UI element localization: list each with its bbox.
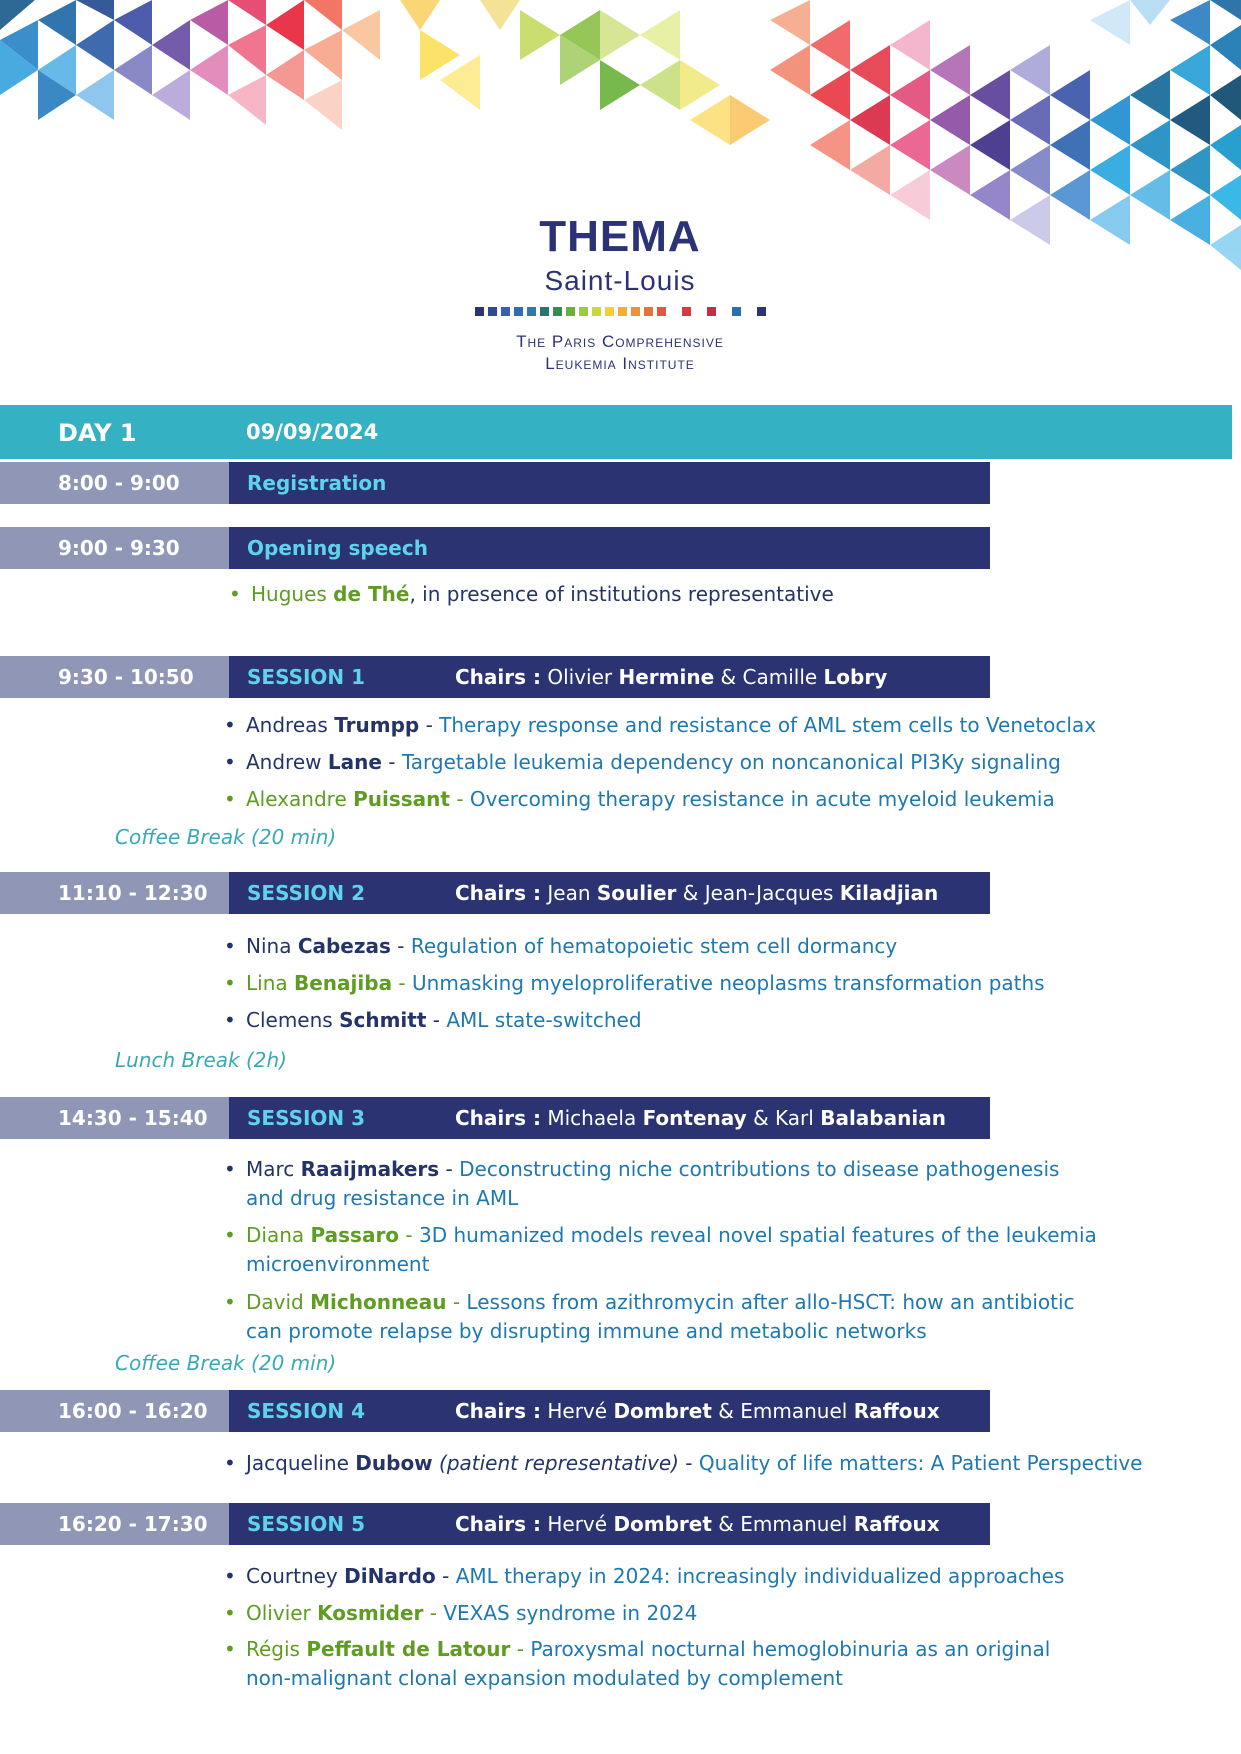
talk-item: • Jacqueline Dubow (patient representative) - Quality of life matters: A Patient Perspective bbox=[224, 1451, 1143, 1475]
talk-item: • Olivier Kosmider - VEXAS syndrome in 2024 bbox=[224, 1601, 698, 1625]
slot-title: Opening speech bbox=[247, 536, 428, 560]
session-chairs: Chairs : Jean Soulier & Jean-Jacques Kiladjian bbox=[455, 881, 939, 905]
talk-item: • Diana Passaro - 3D humanized models reveal novel spatial features of the leukemia microenvironment bbox=[224, 1223, 1097, 1276]
session-title: SESSION 1 bbox=[247, 665, 366, 689]
slot-time: 16:00 - 16:20 bbox=[0, 1390, 229, 1432]
session-title: SESSION 2 bbox=[247, 881, 366, 905]
break-label: Coffee Break (20 min) bbox=[115, 825, 337, 849]
session-title: SESSION 3 bbox=[247, 1106, 366, 1130]
session-title: SESSION 5 bbox=[247, 1512, 366, 1536]
logo-square bbox=[657, 307, 666, 316]
logo-tagline-line1: The Paris Comprehensive bbox=[516, 332, 724, 351]
talk-item: • Lina Benajiba - Unmasking myeloproliferative neoplasms transformation paths bbox=[224, 971, 1045, 995]
slot-registration bbox=[0, 462, 990, 504]
talk-item: • Régis Peffault de Latour - Paroxysmal nocturnal hemoglobinuria as an original non-malignant clonal expansion modulated by complement bbox=[224, 1637, 1051, 1690]
session-1-bar bbox=[0, 656, 990, 698]
speaker-last-name: de Thé bbox=[333, 582, 410, 606]
session-chairs: Chairs : Olivier Hermine & Camille Lobry bbox=[455, 665, 888, 689]
talk-item: • Marc Raaijmakers - Deconstructing niche contributions to disease pathogenesis and drug resistance in AML bbox=[224, 1157, 1060, 1210]
day-date: 09/09/2024 bbox=[246, 420, 379, 444]
session-5-bar bbox=[0, 1503, 990, 1545]
talk-item: • David Michonneau - Lessons from azithromycin after allo-HSCT: how an antibiotic can promote relapse by disrupting immune and metabolic networks bbox=[224, 1290, 1075, 1343]
slot-time: 14:30 - 15:40 bbox=[0, 1097, 229, 1139]
logo-square bbox=[707, 307, 716, 316]
slot-time: 16:20 - 17:30 bbox=[0, 1503, 229, 1545]
logo-square bbox=[566, 307, 575, 316]
talk-item: • Clemens Schmitt - AML state-switched bbox=[224, 1008, 642, 1032]
logo-square bbox=[631, 307, 640, 316]
logo-square bbox=[732, 307, 741, 316]
session-3-bar bbox=[0, 1097, 990, 1139]
session-4-bar bbox=[0, 1390, 990, 1432]
talk-item: • Andreas Trumpp - Therapy response and resistance of AML stem cells to Venetoclax bbox=[224, 713, 1097, 737]
logo-square bbox=[527, 307, 536, 316]
session-chairs: Chairs : Hervé Dombret & Emmanuel Raffoux bbox=[455, 1399, 940, 1423]
thema-logo bbox=[400, 212, 840, 375]
break-label: Coffee Break (20 min) bbox=[115, 1351, 337, 1375]
slot-opening bbox=[0, 527, 990, 569]
talk-description: , in presence of institutions representative bbox=[409, 582, 834, 606]
logo-title: THEMA bbox=[539, 212, 701, 261]
talk-item: • Hugues de Thé, in presence of institutions representative bbox=[229, 582, 834, 606]
logo-square bbox=[682, 307, 691, 316]
session-title: SESSION 4 bbox=[247, 1399, 366, 1423]
logo-square bbox=[605, 307, 614, 316]
talk-item: • Courtney DiNardo - AML therapy in 2024: increasingly individualized approaches bbox=[224, 1564, 1065, 1588]
logo-square bbox=[488, 307, 497, 316]
logo-tagline bbox=[400, 331, 840, 375]
break-label: Lunch Break (2h) bbox=[115, 1048, 287, 1072]
slot-title: Registration bbox=[247, 471, 387, 495]
session-chairs: Chairs : Michaela Fontenay & Karl Balabanian bbox=[455, 1106, 946, 1130]
logo-square bbox=[757, 307, 766, 316]
logo-square bbox=[475, 307, 484, 316]
logo-square bbox=[579, 307, 588, 316]
logo-square bbox=[618, 307, 627, 316]
logo-square bbox=[592, 307, 601, 316]
logo-subtitle: Saint-Louis bbox=[544, 265, 696, 296]
logo-square bbox=[514, 307, 523, 316]
talk-item: • Nina Cabezas - Regulation of hematopoietic stem cell dormancy bbox=[224, 934, 898, 958]
talk-item: • Alexandre Puissant - Overcoming therapy resistance in acute myeloid leukemia bbox=[224, 787, 1055, 811]
logo-color-squares bbox=[400, 307, 840, 317]
slot-time: 9:30 - 10:50 bbox=[0, 656, 229, 698]
session-chairs: Chairs : Hervé Dombret & Emmanuel Raffoux bbox=[455, 1512, 940, 1536]
slot-time: 9:00 - 9:30 bbox=[0, 527, 229, 569]
logo-square bbox=[501, 307, 510, 316]
logo-tagline-line2: Leukemia Institute bbox=[545, 354, 695, 373]
logo-square bbox=[540, 307, 549, 316]
slot-time: 8:00 - 9:00 bbox=[0, 462, 229, 504]
session-2-bar bbox=[0, 872, 990, 914]
talk-item: • Andrew Lane - Targetable leukemia dependency on noncanonical PI3Ky signaling bbox=[224, 750, 1061, 774]
day-header bbox=[0, 405, 1232, 459]
day-label: DAY 1 bbox=[58, 419, 137, 447]
slot-time: 11:10 - 12:30 bbox=[0, 872, 229, 914]
logo-square bbox=[644, 307, 653, 316]
speaker-first-name: Hugues bbox=[251, 582, 327, 606]
logo-square bbox=[553, 307, 562, 316]
